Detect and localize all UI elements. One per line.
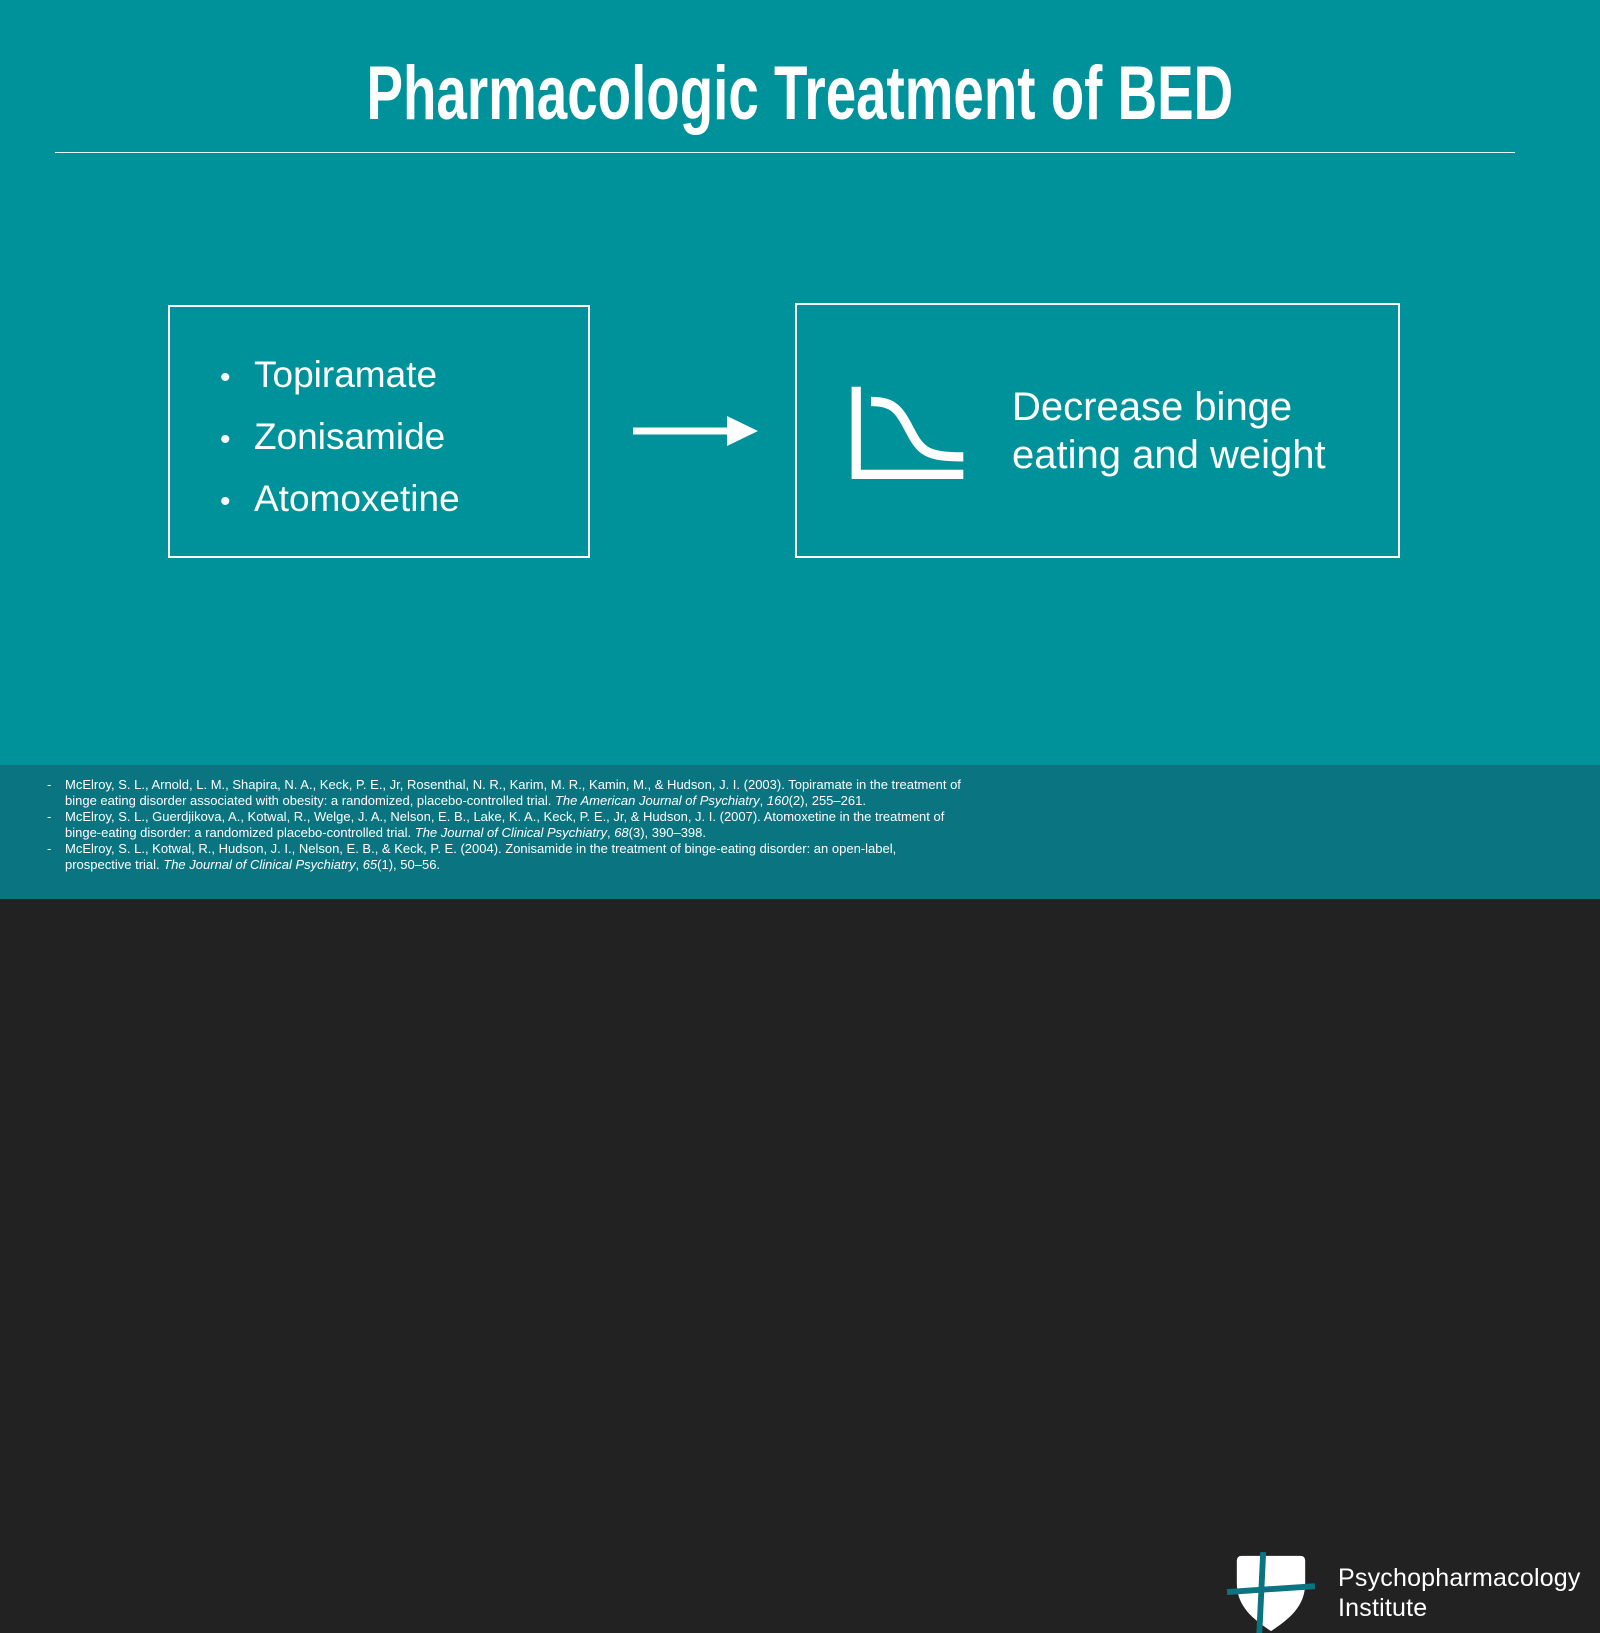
reference-list: [47, 777, 962, 873]
reference-item: [47, 809, 962, 841]
drug-item: [220, 407, 588, 469]
right-arrow-icon: [631, 411, 759, 451]
reference-text: McElroy, S. L., Kotwal, R., Hudson, J. I., Nelson, E. B., & Keck, P. E. (2004). Zonisamide in the treatment of binge-eating disorder: an open-label, prospective trial. The Journal of Clinical Psychiatry, 65(1), 50–56.: [65, 841, 897, 872]
declining-curve-chart-icon: [847, 378, 967, 484]
drug-item: [220, 345, 588, 407]
reference-item: [47, 777, 962, 809]
footer: [0, 765, 1600, 1622]
drug-label: Atomoxetine: [254, 478, 460, 519]
reference-item: [47, 841, 962, 873]
drugs-box: [168, 305, 590, 558]
drug-item: [220, 469, 588, 531]
bullet-glyph: •: [220, 361, 231, 394]
title-divider: [55, 152, 1515, 153]
drug-label: Topiramate: [254, 354, 438, 395]
outcome-text: Decrease binge eating and weight: [1012, 384, 1326, 477]
drug-list: [220, 345, 588, 531]
page-title-text: Pharmacologic Treatment of BED: [366, 51, 1234, 136]
drug-label: Zonisamide: [254, 416, 446, 457]
reference-marker: -: [47, 777, 52, 792]
reference-text: McElroy, S. L., Guerdjikova, A., Kotwal, R., Welge, J. A., Nelson, E. B., Lake, K. A., Keck, P. E., Jr, & Hudson, J. I. (2007). Atomoxetine in the treatment of binge-eating disorder: a randomized placebo-controlled trial. The Journal of Clinical Psychiatry, 68(3), 390–398.: [65, 809, 945, 840]
bullet-glyph: •: [220, 485, 231, 518]
logo-line1: Psychopharmacology: [1338, 1564, 1581, 1592]
institute-logo-text: [1338, 1563, 1581, 1623]
shield-cross-icon: [1229, 1553, 1313, 1633]
logo-line2: Institute: [1338, 1594, 1428, 1622]
bullet-glyph: •: [220, 423, 231, 456]
page-title: [0, 51, 1600, 136]
reference-marker: -: [47, 809, 52, 824]
outcome-box: [795, 303, 1400, 558]
reference-marker: -: [47, 841, 52, 856]
institute-logo: [1229, 1553, 1581, 1633]
reference-text: McElroy, S. L., Arnold, L. M., Shapira, N. A., Keck, P. E., Jr, Rosenthal, N. R., Karim, M. R., Kamin, M., & Hudson, J. I. (2003). Topiramate in the treatment of binge eating disorder associated with obesity: a randomized, placebo-controlled trial. The American Journal of Psychiatry, 160(2), 255–261.: [65, 777, 961, 808]
